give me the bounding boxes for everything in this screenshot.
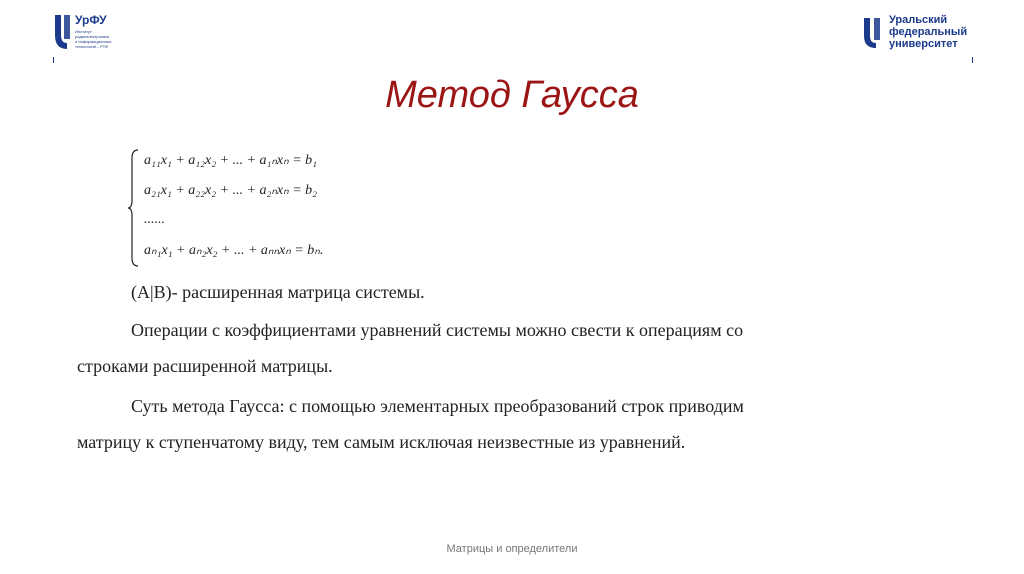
paragraph-operations-line1: Операции с коэффициентами уравнений системы можно свести к операциям со xyxy=(131,320,744,340)
paragraph-operations-line2: строками расширенной матрицы. xyxy=(77,356,333,376)
paragraph-gauss-essence-line2: матрицу к ступенчатому виду, тем самым исключая неизвестные из уравнений. xyxy=(77,432,686,452)
urfu-logo-mark-icon xyxy=(53,13,73,51)
equation-row-n: aₙ₁x₁ + aₙ₂x₂ + ... + aₙₙxₙ = bₙ. xyxy=(144,243,324,258)
equation-row-ellipsis: ...... xyxy=(144,212,165,227)
left-brace-icon xyxy=(126,148,140,268)
left-logo-subtitle: Институт радиоэлектроники и информационных технологий – РТФ xyxy=(75,29,112,49)
slide-footer: Матрицы и определители xyxy=(446,543,578,555)
urfu-university-logo xyxy=(862,14,992,54)
equation-row-1: a₁₁x₁ + a₁₂x₂ + ... + a₁ₙxₙ = b₁ xyxy=(144,153,318,168)
equation-row-2: a₂₁x₁ + a₂₂x₂ + ... + a₂ₙxₙ = b₂ xyxy=(144,183,318,198)
header-right-rule xyxy=(972,57,973,63)
urfu-irit-logo xyxy=(53,13,153,55)
right-logo-name: Уральский федеральный университет xyxy=(889,14,968,50)
slide-title: Метод Гаусса xyxy=(385,74,639,116)
equation-system xyxy=(126,148,406,268)
urfu-logo-mark-icon xyxy=(862,16,884,50)
paragraph-augmented-matrix: (A|B)- расширенная матрица системы. xyxy=(131,282,425,302)
header-left-rule xyxy=(53,57,54,63)
left-logo-brand: УрФУ xyxy=(75,13,107,27)
paragraph-gauss-essence-line1: Суть метода Гаусса: с помощью элементарных преобразований строк приводим xyxy=(131,396,744,416)
